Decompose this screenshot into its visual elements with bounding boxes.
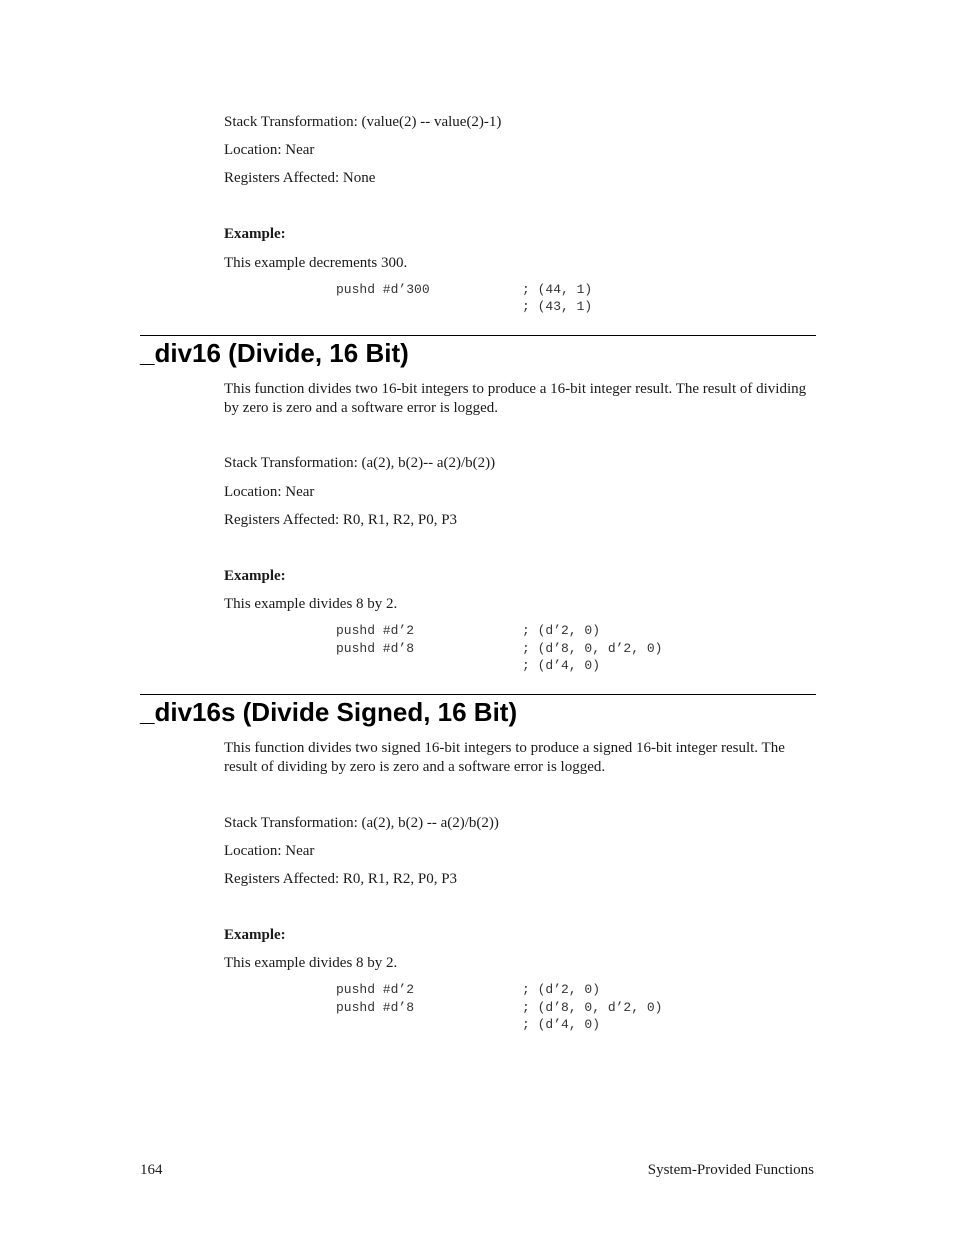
code-comment: ; (d’4, 0) bbox=[522, 1017, 601, 1032]
code-comment: ; (43, 1) bbox=[522, 299, 593, 314]
location: Location: Near bbox=[224, 843, 315, 859]
code-comment: ; (d’2, 0) bbox=[522, 982, 601, 997]
example-text: This example decrements 300. bbox=[224, 255, 408, 271]
code-instruction: pushd #d’2 bbox=[336, 982, 415, 997]
description: This function divides two 16-bit integers to produce a 16-bit integer result. The result of dividing by zero is zero and a software error is logged. bbox=[224, 381, 807, 416]
code-comment: ; (44, 1) bbox=[522, 282, 593, 297]
code-comment: ; (d’4, 0) bbox=[522, 658, 601, 673]
example-heading: Example: bbox=[224, 927, 286, 943]
example-heading: Example: bbox=[224, 568, 286, 584]
registers-affected: Registers Affected: None bbox=[224, 170, 376, 186]
code-instruction: pushd #d’300 bbox=[336, 282, 430, 297]
code-comment: ; (d’8, 0, d’2, 0) bbox=[522, 641, 663, 656]
stack-transformation: Stack Transformation: (a(2), b(2) -- a(2)/b(2)) bbox=[224, 815, 499, 831]
code-comment: ; (d’8, 0, d’2, 0) bbox=[522, 1000, 663, 1015]
footer-section-title: System-Provided Functions bbox=[647, 1162, 814, 1178]
section-divider bbox=[140, 335, 816, 336]
code-comment: ; (d’2, 0) bbox=[522, 623, 601, 638]
section-title-div16s: _div16s (Divide Signed, 16 Bit) bbox=[140, 697, 518, 727]
registers-affected: Registers Affected: R0, R1, R2, P0, P3 bbox=[224, 512, 458, 528]
section-divider bbox=[140, 694, 816, 695]
location: Location: Near bbox=[224, 484, 315, 500]
example-heading: Example: bbox=[224, 226, 286, 242]
section-title-div16: _div16 (Divide, 16 Bit) bbox=[140, 338, 409, 368]
registers-affected: Registers Affected: R0, R1, R2, P0, P3 bbox=[224, 871, 458, 887]
code-instruction: pushd #d’8 bbox=[336, 1000, 415, 1015]
code-instruction: pushd #d’8 bbox=[336, 641, 415, 656]
code-instruction: pushd #d’2 bbox=[336, 623, 415, 638]
stack-transformation: Stack Transformation: (a(2), b(2)-- a(2)/b(2)) bbox=[224, 455, 496, 471]
example-text: This example divides 8 by 2. bbox=[224, 596, 398, 612]
location: Location: Near bbox=[224, 142, 315, 158]
example-text: This example divides 8 by 2. bbox=[224, 955, 398, 971]
stack-transformation: Stack Transformation: (value(2) -- value(2)-1) bbox=[224, 114, 502, 130]
page-number: 164 bbox=[140, 1162, 163, 1178]
description: This function divides two signed 16-bit integers to produce a signed 16-bit integer result. The result of dividing by zero is zero and a software error is logged. bbox=[224, 740, 785, 775]
